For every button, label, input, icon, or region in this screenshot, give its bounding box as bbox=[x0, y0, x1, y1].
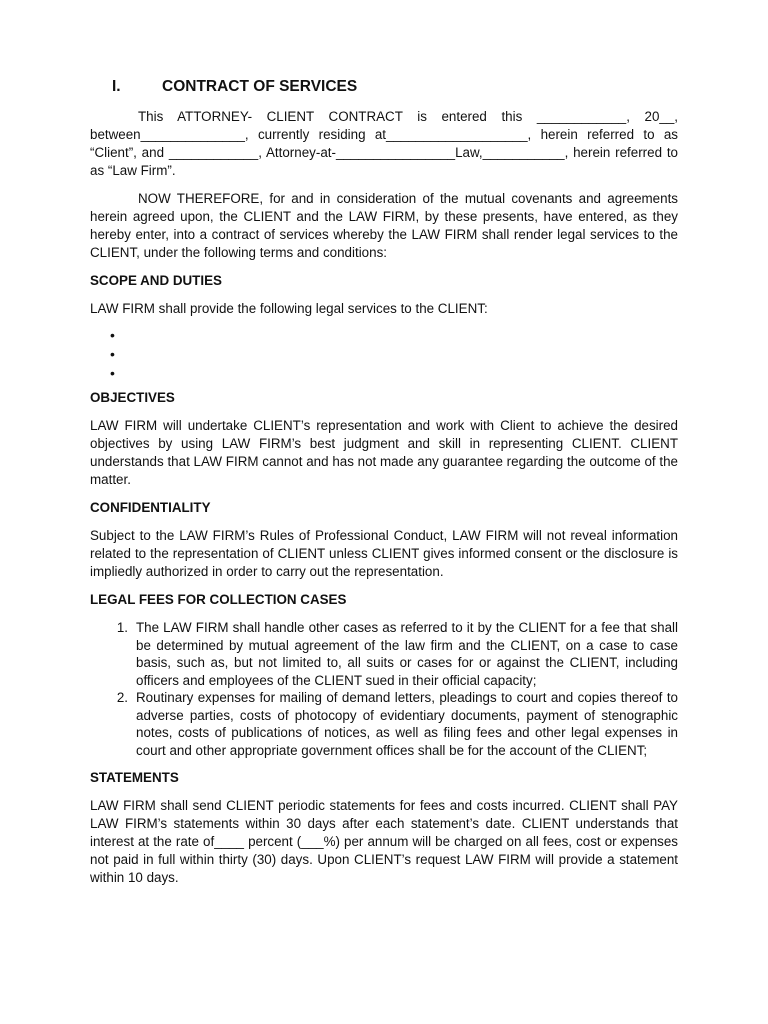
confidentiality-text: Subject to the LAW FIRM’s Rules of Professional Conduct, LAW FIRM will not reveal information related to the representation of CLIENT unless CLIENT gives informed consent or the disclosure is impliedly authorized in order to carry out the representation. bbox=[90, 528, 678, 579]
item-number: 1. bbox=[116, 620, 128, 635]
section-title-text: CONTRACT OF SERVICES bbox=[162, 78, 358, 95]
section-number: I. bbox=[112, 78, 121, 95]
item-text: Routinary expenses for mailing of demand letters, pleadings to court and copies thereof to adverse parties, costs of photocopy of evidentiary documents, payment of stenographic notes, costs of publications of notices, as well as filing fees and other legal expenses in court and other appropriate government offices shall be for the account of the CLIENT; bbox=[136, 690, 678, 758]
list-item bbox=[90, 619, 678, 689]
legal-fees-heading: LEGAL FEES FOR COLLECTION CASES bbox=[90, 592, 347, 607]
objectives-heading: OBJECTIVES bbox=[90, 390, 175, 405]
item-number: 2. bbox=[116, 690, 128, 705]
statements-heading: STATEMENTS bbox=[90, 770, 179, 785]
intro-paragraph: This ATTORNEY- CLIENT CONTRACT is entered this ____________, 20__, between______________, currently residing at___________________, herein referred to as “Client”, and ____________, Attorney-at-________________Law,___________, herein referred to as “Law Firm”. bbox=[90, 109, 678, 178]
list-item bbox=[90, 345, 678, 364]
scope-text: LAW FIRM shall provide the following legal services to the CLIENT: bbox=[90, 301, 488, 316]
scope-bullet-list bbox=[90, 326, 678, 383]
list-item bbox=[90, 326, 678, 345]
objectives-text: LAW FIRM will undertake CLIENT’s representation and work with Client to achieve the desired objectives by using LAW FIRM’s best judgment and skill in representing CLIENT. CLIENT understands that LAW FIRM cannot and has not made any guarantee regarding the outcome of the matter. bbox=[90, 418, 678, 487]
item-text: The LAW FIRM shall handle other cases as referred to it by the CLIENT for a fee that shall be determined by mutual agreement of the law firm and the CLIENT, on a case to case basis, such as, but not limited to, all suits or cases for or against the CLIENT, including officers and employees of the CLIENT sued in their official capacity; bbox=[136, 620, 678, 688]
confidentiality-heading: CONFIDENTIALITY bbox=[90, 500, 211, 515]
scope-heading: SCOPE AND DUTIES bbox=[90, 273, 222, 288]
now-therefore-paragraph: NOW THEREFORE, for and in consideration of the mutual covenants and agreements herein agreed upon, the CLIENT and the LAW FIRM, by these presents, have entered, as they hereby enter, into a contract of services whereby the LAW FIRM shall render legal services to the CLIENT, under the following terms and conditions: bbox=[90, 191, 678, 260]
list-item bbox=[90, 689, 678, 759]
statements-text: LAW FIRM shall send CLIENT periodic statements for fees and costs incurred. CLIENT shall PAY LAW FIRM’s statements within 30 days after each statement’s date. CLIENT understands that interest at the rate of____ percent (___%) per annum will be charged on all fees, cost or expenses not paid in full within thirty (30) days. Upon CLIENT’s request LAW FIRM will provide a statement within 10 days. bbox=[90, 798, 678, 885]
legal-fees-list bbox=[90, 619, 678, 759]
section-title bbox=[90, 78, 678, 96]
list-item bbox=[90, 364, 678, 383]
